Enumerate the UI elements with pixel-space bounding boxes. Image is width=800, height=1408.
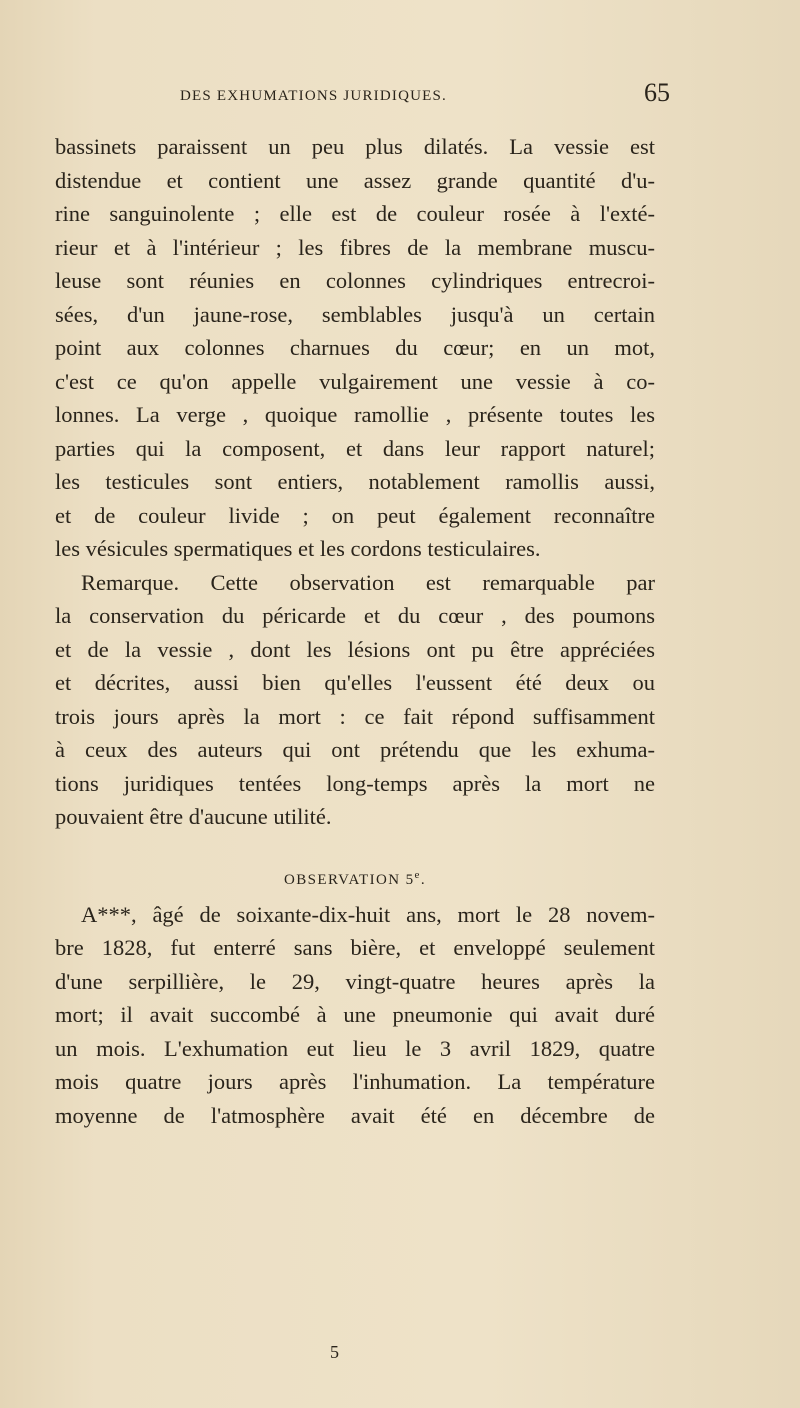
observation-label: OBSERVATION [284, 871, 401, 888]
paragraph-2 [55, 566, 655, 834]
text-line: sées, d'un jaune-rose, semblables jusqu'à un certain [55, 301, 655, 327]
observation-punct: . [420, 871, 426, 888]
paragraph-3 [55, 898, 655, 1133]
text-line: parties qui la composent, et dans leur rapport naturel; [55, 435, 655, 461]
text-line: et décrites, aussi bien qu'elles l'eussent été deux ou [55, 670, 655, 695]
text-line: mois quatre jours après l'inhumation. La température [55, 1069, 655, 1094]
text-line: la conservation du péricarde et du cœur , des poumons [55, 603, 655, 628]
text-line: leuse sont réunies en colonnes cylindriques entrecroi- [55, 268, 655, 293]
body-text [55, 130, 655, 1132]
text-line: bassinets paraissent un peu plus dilatés. La vessie est [55, 134, 655, 159]
text-line: Remarque. Cette observation est remarquable par [81, 569, 655, 595]
text-line: d'une serpillière, le 29, vingt-quatre heures après la [55, 968, 655, 994]
text-line: pouvaient être d'aucune utilité. [55, 804, 332, 829]
text-line: bre 1828, fut enterré sans bière, et enveloppé seulement [55, 935, 655, 960]
text-line: mort; il avait succombé à une pneumonie qui avait duré [55, 1002, 655, 1027]
text-line: moyenne de l'atmosphère avait été en décembre de [55, 1102, 655, 1128]
text-line: un mois. L'exhumation eut lieu le 3 avril 1829, quatre [55, 1035, 655, 1061]
text-line: point aux colonnes charnues du cœur; en un mot, [55, 335, 655, 360]
text-line: tions juridiques tentées long-temps après la mort ne [55, 770, 655, 796]
text-line: et de couleur livide ; on peut également reconnaître [55, 502, 655, 528]
page-header [140, 78, 670, 114]
text-line: lonnes. La verge , quoique ramollie , présente toutes les [55, 402, 655, 427]
text-line: et de la vessie , dont les lésions ont pu être appréciées [55, 636, 655, 662]
running-title: DES EXHUMATIONS JURIDIQUES. [180, 88, 447, 104]
text-line: trois jours après la mort : ce fait répond suffisamment [55, 703, 655, 729]
text-line: A***, âgé de soixante-dix-huit ans, mort le 28 novem- [81, 901, 655, 927]
text-line: les vésicules spermatiques et les cordons testiculaires. [55, 536, 541, 561]
signature-mark: 5 [330, 1342, 339, 1362]
paragraph-1 [55, 130, 655, 566]
text-line: à ceux des auteurs qui ont prétendu que les exhuma- [55, 737, 655, 762]
text-line: les testicules sont entiers, notablement ramollis aussi, [55, 469, 655, 494]
text-line: distendue et contient une assez grande quantité d'u- [55, 167, 655, 193]
observation-heading [55, 852, 655, 892]
observation-suffix: e [414, 868, 421, 881]
text-line: c'est ce qu'on appelle vulgairement une vessie à co- [55, 368, 655, 394]
observation-number: 5 [405, 871, 415, 888]
page-number: 65 [644, 78, 670, 107]
text-line: rine sanguinolente ; elle est de couleur rosée à l'exté- [55, 201, 655, 226]
text-line: rieur et à l'intérieur ; les fibres de la membrane muscu- [55, 234, 655, 260]
